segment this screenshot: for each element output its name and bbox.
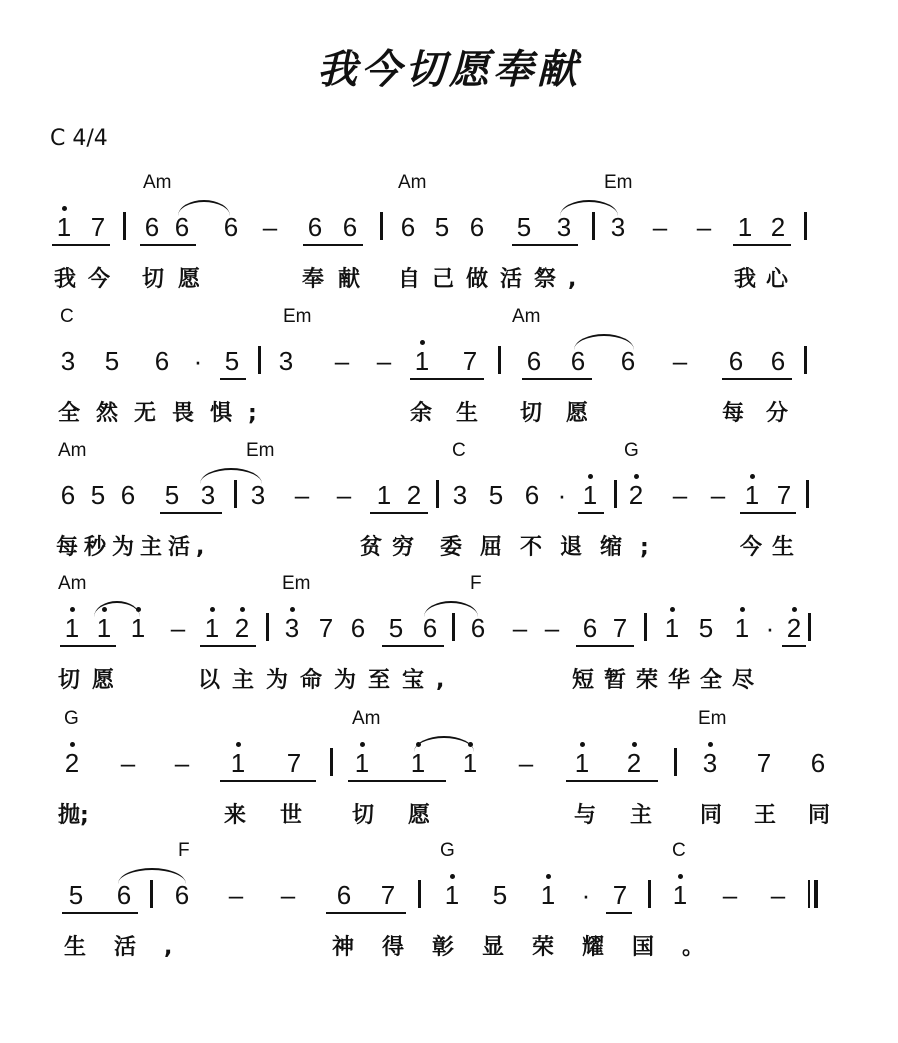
note: 7 (776, 480, 792, 510)
note: 6 (336, 880, 352, 910)
note: · (557, 480, 567, 510)
chord: C (672, 840, 686, 861)
note: 3 (280, 613, 304, 643)
note: 1 (350, 748, 374, 778)
underline (740, 512, 796, 514)
system-6 (0, 840, 898, 974)
note: 5 (492, 880, 508, 910)
system-1 (0, 172, 898, 306)
underline (200, 645, 256, 647)
note: 1 (52, 212, 76, 242)
lyric: 全然无畏惧; (58, 401, 273, 426)
note: 2 (406, 480, 422, 510)
note: 1 (126, 613, 150, 643)
barline (592, 212, 595, 240)
barline (436, 480, 439, 508)
underline (722, 378, 792, 380)
lyric: 来世 (224, 803, 337, 828)
underline (578, 512, 604, 514)
note: 1 (376, 480, 392, 510)
barline (498, 346, 501, 374)
barline (123, 212, 126, 240)
underline (220, 378, 246, 380)
note: 1 (578, 480, 602, 510)
note: 7 (286, 748, 302, 778)
chord: Am (58, 573, 87, 594)
note: 3 (200, 480, 216, 510)
note: 1 (570, 748, 594, 778)
barline (266, 613, 269, 641)
note: 2 (782, 613, 806, 643)
note: – (174, 748, 190, 778)
barline (452, 613, 455, 641)
note: 6 (469, 212, 485, 242)
note: 5 (164, 480, 180, 510)
note: 1 (440, 880, 464, 910)
underline (160, 512, 222, 514)
system-5 (0, 708, 898, 842)
barline (258, 346, 261, 374)
lyric: 今生 (740, 535, 805, 560)
barline (808, 613, 811, 641)
note: 6 (144, 212, 160, 242)
chord: Em (604, 172, 633, 193)
note: 1 (737, 212, 753, 242)
note: – (512, 613, 528, 643)
chord: Am (398, 172, 427, 193)
lyric: 切愿 (58, 668, 127, 693)
note: – (770, 880, 786, 910)
note: · (581, 880, 591, 910)
note: 5 (488, 480, 504, 510)
note: 6 (60, 480, 76, 510)
note: 6 (400, 212, 416, 242)
lyric: 我心 (734, 267, 799, 292)
lyric: 生活, (64, 935, 201, 960)
barline (614, 480, 617, 508)
note: 7 (612, 880, 628, 910)
key-signature: C 4/4 (50, 126, 108, 151)
chord: C (452, 440, 466, 461)
underline (410, 378, 484, 380)
lyric: 委屈不退缩; (440, 535, 667, 560)
final-barline-thick (814, 880, 818, 908)
barline (150, 880, 153, 908)
note: · (765, 613, 775, 643)
chord: G (440, 840, 455, 861)
underline (220, 780, 316, 782)
note: 1 (458, 748, 482, 778)
note: 5 (224, 346, 240, 376)
barline (330, 748, 333, 776)
note: 6 (524, 480, 540, 510)
underline (576, 645, 634, 647)
chord: C (60, 306, 74, 327)
note: · (193, 346, 203, 376)
note: – (336, 480, 352, 510)
note: 6 (728, 346, 744, 376)
barline (806, 480, 809, 508)
lyric: 抛; (58, 803, 89, 828)
note: 6 (582, 613, 598, 643)
barline (380, 212, 383, 240)
chord: F (470, 573, 482, 594)
song-title: 我今切愿奉献 (317, 46, 581, 93)
note: 1 (200, 613, 224, 643)
note: 5 (434, 212, 450, 242)
note: – (696, 212, 712, 242)
note: 6 (174, 880, 190, 910)
note: 7 (90, 212, 106, 242)
lyric: 与主 (574, 803, 687, 828)
note: – (544, 613, 560, 643)
note: 6 (116, 880, 132, 910)
note: 6 (307, 212, 323, 242)
chord: Am (352, 708, 381, 729)
lyric: 贫穷 (360, 535, 425, 560)
lyric: 切愿 (352, 803, 465, 828)
chord: G (624, 440, 639, 461)
underline (382, 645, 444, 647)
note: 7 (612, 613, 628, 643)
note: 3 (610, 212, 626, 242)
chord: Em (246, 440, 275, 461)
underline (566, 780, 658, 782)
note: 1 (730, 613, 754, 643)
barline (418, 880, 421, 908)
note: 1 (92, 613, 116, 643)
note: 7 (462, 346, 478, 376)
note: 6 (422, 613, 438, 643)
note: – (120, 748, 136, 778)
note: 5 (68, 880, 84, 910)
note: 5 (388, 613, 404, 643)
note: 1 (226, 748, 250, 778)
note: – (518, 748, 534, 778)
underline (606, 912, 632, 914)
note: – (262, 212, 278, 242)
barline (804, 346, 807, 374)
lyric: 以主为命为至宝, (198, 668, 457, 693)
note: 6 (350, 613, 366, 643)
note: 2 (624, 480, 648, 510)
lyric: 同王同 (700, 803, 863, 828)
lyric: 自己做活祭, (398, 267, 589, 292)
note: – (280, 880, 296, 910)
note: 6 (770, 346, 786, 376)
note: 6 (223, 212, 239, 242)
chord: Am (512, 306, 541, 327)
note: 2 (770, 212, 786, 242)
lyric: 每分 (722, 401, 811, 426)
chord: Em (282, 573, 311, 594)
note: 3 (250, 480, 266, 510)
note: 6 (120, 480, 136, 510)
note: 1 (410, 346, 434, 376)
note: 6 (810, 748, 826, 778)
underline (522, 378, 592, 380)
note: 3 (698, 748, 722, 778)
note: 7 (318, 613, 334, 643)
chord: G (64, 708, 79, 729)
underline (782, 645, 806, 647)
note: 6 (154, 346, 170, 376)
lyric: 我今 (54, 267, 123, 292)
barline (644, 613, 647, 641)
note: 3 (278, 346, 294, 376)
note: – (228, 880, 244, 910)
note: – (294, 480, 310, 510)
chord: Am (58, 440, 87, 461)
note: 6 (526, 346, 542, 376)
note: 1 (660, 613, 684, 643)
note: 5 (104, 346, 120, 376)
note: 6 (620, 346, 636, 376)
chord: F (178, 840, 190, 861)
chord: Am (143, 172, 172, 193)
underline (733, 244, 791, 246)
barline (804, 212, 807, 240)
system-4 (0, 573, 898, 707)
note: 1 (536, 880, 560, 910)
note: – (652, 212, 668, 242)
chord: Em (283, 306, 312, 327)
underline (326, 912, 406, 914)
note: 6 (342, 212, 358, 242)
note: 6 (570, 346, 586, 376)
underline (348, 780, 446, 782)
barline (648, 880, 651, 908)
note: 5 (90, 480, 106, 510)
note: – (376, 346, 392, 376)
final-barline-thin (808, 880, 810, 908)
note: 3 (60, 346, 76, 376)
note: 1 (406, 748, 430, 778)
chord: Em (698, 708, 727, 729)
system-2 (0, 306, 898, 440)
note: 2 (230, 613, 254, 643)
note: 6 (174, 212, 190, 242)
system-3 (0, 440, 898, 574)
note: 5 (698, 613, 714, 643)
lyric: 切愿 (520, 401, 613, 426)
lyric: 余生 (410, 401, 503, 426)
note: 3 (452, 480, 468, 510)
note: – (170, 613, 186, 643)
lyric: 切愿 (142, 267, 215, 292)
lyric: 短暂荣华全尽 (572, 668, 765, 693)
lyric: 神得彰显荣耀国。 (332, 935, 733, 960)
note: 7 (380, 880, 396, 910)
note: 1 (60, 613, 84, 643)
note: 1 (668, 880, 692, 910)
note: 2 (622, 748, 646, 778)
underline (52, 244, 110, 246)
note: – (710, 480, 726, 510)
lyric: 奉献 (302, 267, 375, 292)
underline (60, 645, 116, 647)
underline (303, 244, 363, 246)
underline (512, 244, 578, 246)
note: 3 (556, 212, 572, 242)
note: 5 (516, 212, 532, 242)
note: 1 (740, 480, 764, 510)
note: – (722, 880, 738, 910)
underline (140, 244, 196, 246)
note: – (672, 346, 688, 376)
note: 7 (756, 748, 772, 778)
note: 6 (470, 613, 486, 643)
lyric: 每秒为主活, (56, 535, 211, 560)
underline (370, 512, 428, 514)
note: 2 (60, 748, 84, 778)
underline (62, 912, 138, 914)
barline (234, 480, 237, 508)
note: – (334, 346, 350, 376)
note: – (672, 480, 688, 510)
barline (674, 748, 677, 776)
